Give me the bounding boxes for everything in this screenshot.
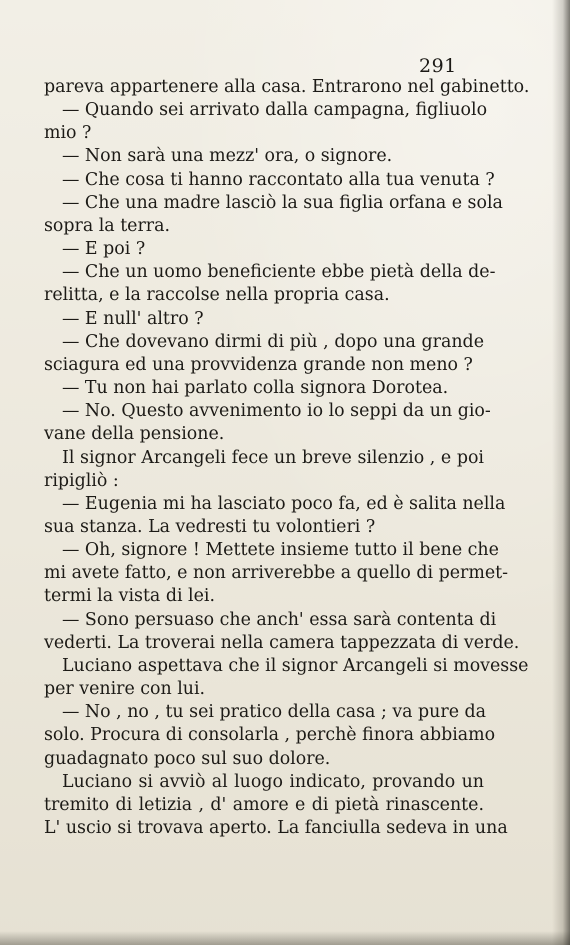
text-line: — Tu non hai parlato colla signora Dorotea. [62, 378, 449, 399]
text-line: mio ? [44, 123, 92, 144]
text-line: mi avete fatto, e non arriverebbe a quello di permet- [44, 563, 509, 584]
text-line: termi la vista di lei. [44, 586, 215, 607]
text-line: — Sono persuaso che anch' essa sarà contenta di [62, 609, 497, 630]
page-edge-shadow [552, 0, 570, 945]
text-line: — Che un uomo beneficiente ebbe pietà della de- [62, 262, 496, 283]
page-number: 291 [419, 55, 457, 77]
text-line: — No , no , tu sei pratico della casa ; va pure da [62, 702, 487, 723]
text-line: vane della pensione. [44, 424, 225, 445]
text-line: vederti. La troverai nella camera tappezzata di verde. [44, 632, 520, 653]
text-line: — Oh, signore ! Mettete insieme tutto il bene che [62, 540, 499, 561]
text-line: sua stanza. La vedresti tu volontieri ? [44, 516, 376, 537]
text-line: — No. Questo avvenimento io lo seppi da un gio- [62, 401, 491, 422]
text-line: sopra la terra. [44, 215, 170, 236]
text-line: — Che cosa ti hanno raccontato alla tua venuta ? [62, 169, 495, 190]
text-line: tremito di letizia , d' amore e di pietà rinascente. [44, 794, 484, 815]
text-line: Luciano aspettava che il signor Arcangeli si movesse [62, 655, 529, 676]
text-line: — Non sarà una mezz' ora, o signore. [62, 146, 393, 167]
text-line: per venire con lui. [44, 679, 206, 700]
text-line: — Che dovevano dirmi di più , dopo una grande [62, 331, 484, 352]
text-line: relitta, e la raccolse nella propria casa. [44, 285, 390, 306]
text-line: guadagnato poco sul suo dolore. [44, 748, 331, 769]
text-line: — E poi ? [62, 239, 146, 260]
text-line: pareva appartenere alla casa. Entrarono nel gabinetto. [44, 77, 530, 97]
text-line: L' uscio si trovava aperto. La fanciulla sedeva in una [44, 818, 508, 838]
body-text [44, 76, 530, 840]
text-line: Il signor Arcangeli fece un breve silenzio , e poi [62, 447, 484, 468]
text-line: — Quando sei arrivato dalla campagna, figliuolo [62, 100, 488, 121]
text-line: — Che una madre lasciò la sua figlia orfana e sola [62, 192, 503, 213]
text-line: — Eugenia mi ha lasciato poco fa, ed è salita nella [62, 493, 506, 514]
text-line: ripigliò : [44, 470, 119, 491]
text-line: — E null' altro ? [62, 308, 204, 329]
text-line: sciagura ed una provvidenza grande non meno ? [44, 354, 473, 375]
text-line: Luciano si avviò al luogo indicato, provando un [62, 771, 484, 792]
text-line: solo. Procura di consolarla , perchè finora abbiamo [44, 725, 496, 746]
page-bottom-shadow [0, 931, 570, 945]
